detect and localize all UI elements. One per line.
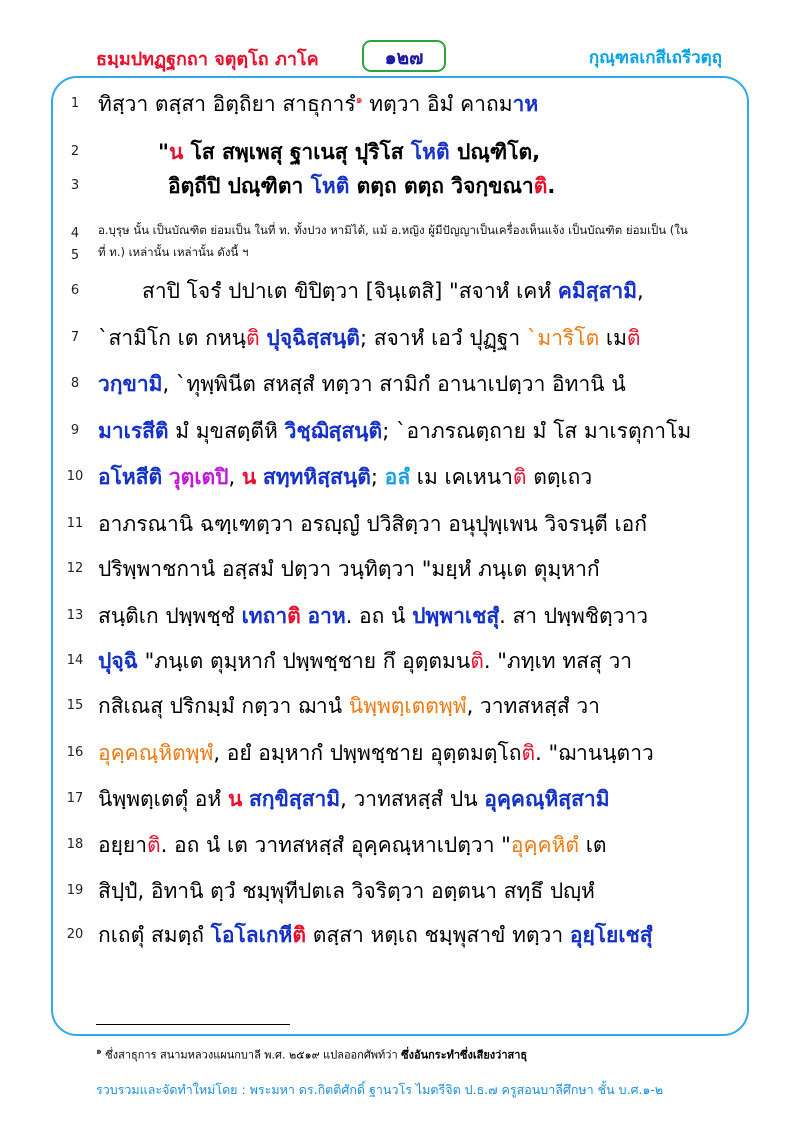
text-segment: น bbox=[227, 787, 243, 811]
text-segment: อาภรณานิ ฉฑฺเฑตฺวา อรญฺญํ ปวิสิตฺวา อนุปุพฺเพน วิจรนฺตี เอกํ bbox=[98, 512, 648, 536]
text-segment: ตสฺสา หตฺเถ ชมฺพุสาขํ ทตฺวา bbox=[306, 923, 570, 947]
pali-line bbox=[98, 88, 726, 121]
text-segment: โหติ bbox=[310, 174, 350, 198]
pali-line bbox=[98, 461, 726, 494]
pali-line bbox=[98, 275, 770, 308]
text-segment: เม เคเหนา bbox=[410, 465, 513, 489]
text-segment bbox=[256, 465, 263, 489]
text-segment: ทตฺวา อิมํ คาถม bbox=[362, 92, 513, 116]
text-segment: อุคฺคหิตํ bbox=[510, 833, 580, 857]
text-segment: . bbox=[547, 174, 556, 198]
text-segment: เทถา bbox=[241, 604, 288, 628]
text-segment: วิชฺฌิสฺสนฺติ bbox=[284, 419, 383, 443]
text-segment: , bbox=[228, 465, 242, 489]
line-number: 10 bbox=[66, 469, 84, 484]
text-segment bbox=[242, 787, 249, 811]
text-segment: ทิสฺวา ตสฺสา อิตฺถิยา สาธุการํ bbox=[98, 92, 356, 116]
text-segment: ; สจาหํ เอวํ ปุฏฺฐา bbox=[359, 326, 527, 350]
text-segment: ปริพฺพาชกานํ อสฺสมํ ปตฺวา วนฺทิตฺวา "มยฺหํ ภนฺเต ตุมฺหากํ bbox=[98, 557, 600, 581]
book-title: ธมฺมปทฏฺฐกถา จตุตฺโถ ภาโค bbox=[96, 49, 319, 70]
text-segment: วกฺขามิ bbox=[98, 372, 163, 396]
story-title: กุณฺฑลเกสีเถรีวตฺถุ bbox=[588, 48, 722, 68]
text-segment: สทฺทหิสฺสนฺติ bbox=[262, 465, 371, 489]
text-segment: . "ภทฺเท ทสสุ วา bbox=[483, 649, 633, 673]
text-segment: เม bbox=[599, 326, 627, 350]
text-segment: ติ bbox=[470, 649, 484, 673]
text-segment bbox=[162, 465, 169, 489]
text-segment: มาเรสีติ bbox=[98, 419, 169, 443]
text-segment: ปุจฺฉิสฺสนฺติ bbox=[266, 326, 360, 350]
pali-line bbox=[98, 829, 726, 862]
translation-line: อ.บุรุษ นั้น เป็นบัณฑิต ย่อมเป็น ในที่ ท. ทั้งปวง หามิได้, แม้ อ.หญิง ผู้มีปัญญาเป็นเครื่องเห็นแจ้ง เป็นบัณฑิต ย่อมเป็น (ใน bbox=[98, 223, 688, 237]
text-segment: อลํ bbox=[384, 465, 411, 489]
pali-line bbox=[98, 553, 726, 586]
text-segment: โหติ bbox=[410, 140, 450, 164]
text-segment: ติ bbox=[292, 923, 307, 947]
text-segment: อโหสีติ bbox=[98, 465, 163, 489]
text-segment: นิพฺพตฺเตตุํ อหํ bbox=[98, 787, 228, 811]
pali-line bbox=[98, 600, 726, 633]
text-segment: . อถ นํ เต วาทสหสฺสํ อุคฺคณฺหาเปตฺวา " bbox=[160, 833, 511, 857]
text-segment: . "ฌานนฺตาว bbox=[535, 741, 654, 765]
text-segment: กเถตุํ สมตฺถํ bbox=[98, 923, 211, 947]
text-segment: . สา ปพฺพชิตฺวาว bbox=[499, 604, 649, 628]
line-number: 9 bbox=[70, 423, 80, 438]
text-segment: เต bbox=[579, 833, 607, 857]
pali-line bbox=[98, 875, 726, 908]
text-segment: โส สพฺเพสุ ฐาเนสุ ปุริโส bbox=[183, 140, 411, 164]
text-segment: ตตฺถ ตตฺถ วิจกฺขณา bbox=[349, 174, 534, 198]
pali-line bbox=[98, 783, 726, 816]
text-segment: , อยํ อมฺหากํ ปพฺพชฺชาย อุตฺตมตฺโถ bbox=[213, 741, 522, 765]
text-segment: ติ bbox=[626, 326, 641, 350]
pali-line bbox=[98, 170, 796, 203]
line-number: 12 bbox=[66, 561, 84, 576]
pali-line bbox=[98, 645, 726, 678]
line-number: 2 bbox=[70, 144, 80, 159]
pali-line bbox=[98, 136, 786, 169]
footnote-rule bbox=[96, 1024, 290, 1025]
line-number: 18 bbox=[66, 837, 84, 852]
text-segment: " bbox=[158, 140, 169, 164]
pali-line bbox=[98, 737, 726, 770]
line-number: 8 bbox=[70, 376, 80, 391]
pali-line bbox=[98, 322, 726, 355]
text-segment: ติ bbox=[246, 326, 260, 350]
line-number: 19 bbox=[66, 883, 84, 898]
text-segment: ติ bbox=[287, 604, 301, 628]
footer-credit: รวบรวมและจัดทำใหม่โดย : พระมหา ดร.กิตติศักดิ์ ฐานวโร ไมตรีจิต ป.ธ.๗ ครูสอนบาลีศึกษา ชั้น บ.ศ.๑-๒ bbox=[96, 1082, 664, 1097]
text-segment: อุยฺโยเชสุํ bbox=[569, 923, 653, 947]
text-segment: น bbox=[168, 140, 184, 164]
line-number: 16 bbox=[66, 745, 84, 760]
text-segment: , วาทสหสฺสํ วา bbox=[466, 694, 600, 718]
text-segment: ติ bbox=[512, 465, 527, 489]
text-segment: มํ มุขสตฺตีหิ bbox=[168, 419, 285, 443]
footnote-marker: ๑ bbox=[96, 1046, 102, 1057]
text-segment: อุคฺคณฺหิสฺสามิ bbox=[484, 787, 610, 811]
line-number: 3 bbox=[70, 178, 80, 193]
text-segment: ปุจฺฉิ bbox=[98, 649, 138, 673]
text-segment: , bbox=[637, 279, 644, 303]
text-segment: สนฺติเก ปพฺพชฺชํ bbox=[98, 604, 242, 628]
pali-line bbox=[98, 368, 726, 401]
pali-line bbox=[98, 919, 726, 952]
text-segment: อุคฺคณฺหิตพฺพํ bbox=[98, 741, 214, 765]
text-segment: อยฺยา bbox=[98, 833, 148, 857]
line-number: 5 bbox=[70, 248, 80, 263]
footnote-ref: ๑ bbox=[355, 93, 363, 106]
text-segment: `มาริโต bbox=[526, 326, 600, 350]
text-segment: กสิเณสุ ปริกมฺมํ กตฺวา ฌานํ bbox=[98, 694, 349, 718]
text-segment: าห bbox=[512, 92, 539, 116]
text-segment: , วาทสหสฺสํ ปน bbox=[340, 787, 485, 811]
page-number: ๑๒๗ bbox=[362, 40, 446, 72]
line-number: 20 bbox=[66, 927, 84, 942]
translation-line: ที่ ท.) เหล่านั้น เหล่านั้น ดังนี้ ฯ bbox=[98, 245, 249, 259]
line-number: 7 bbox=[70, 330, 80, 345]
text-segment: คมิสฺสามิ bbox=[557, 279, 638, 303]
line-number: 17 bbox=[66, 791, 84, 806]
line-number: 6 bbox=[70, 283, 80, 298]
pali-line bbox=[98, 415, 726, 448]
text-segment: โอโลเกหี bbox=[210, 923, 293, 947]
text-segment: นิพฺพตฺเตตพฺพํ bbox=[348, 694, 467, 718]
line-number: 14 bbox=[66, 653, 84, 668]
text-segment: สิปฺปํ, อิทานิ ตฺวํ ชมฺพุทีปตเล วิจริตฺวา อตฺตนา สทฺธึ ปญฺหํ bbox=[98, 879, 595, 903]
line-number: 4 bbox=[70, 226, 80, 241]
text-segment: "ภนฺเต ตุมฺหากํ ปพฺพชฺชาย กึ อุตฺตมน bbox=[137, 649, 471, 673]
text-segment: `สามิโก เต กหนฺ bbox=[98, 326, 247, 350]
text-segment: ตตฺเถว bbox=[526, 465, 593, 489]
footnote-bold-text: ซึ่งอันกระทำซึ่งเสียงว่าสาธุ bbox=[401, 1048, 528, 1062]
text-segment: สกฺขิสฺสามิ bbox=[248, 787, 341, 811]
pali-line bbox=[98, 690, 726, 723]
text-segment: . อถ นํ bbox=[345, 604, 413, 628]
pali-line bbox=[98, 508, 726, 541]
text-segment: วุตฺเตปิ bbox=[168, 465, 229, 489]
text-segment: น bbox=[241, 465, 257, 489]
text-segment: ปณฺฑิโต, bbox=[449, 140, 541, 164]
text-segment: ติ bbox=[533, 174, 548, 198]
text-segment: , `ทุพฺพินีต สหสฺสํ ทตฺวา สามิกํ อานาเปตฺวา อิทานิ นํ bbox=[162, 372, 626, 396]
line-number: 13 bbox=[66, 608, 84, 623]
line-number: 15 bbox=[66, 698, 84, 713]
footnote-text: ซึ่งสาธุการ สนามหลวงแผนกบาลี พ.ศ. ๒๕๑๙ แปลออกศัพท์ว่า bbox=[101, 1048, 402, 1062]
footnote bbox=[96, 1044, 527, 1064]
text-segment: ปพฺพาเชสุํ bbox=[412, 604, 500, 628]
text-segment: อิตฺถีปิ ปณฺฑิตา bbox=[168, 174, 311, 198]
text-segment: ติ bbox=[147, 833, 161, 857]
line-number: 11 bbox=[66, 516, 84, 531]
text-segment: ติ bbox=[521, 741, 536, 765]
line-number: 1 bbox=[70, 96, 80, 111]
text-segment: อาห bbox=[307, 604, 346, 628]
text-segment: สาปิ โจรํ ปปาเต ขิปิตฺวา [จินฺเตสิ] "สจาหํ เคหํ bbox=[142, 279, 558, 303]
text-segment: ; bbox=[370, 465, 385, 489]
text-segment: ; `อาภรณตฺถาย มํ โส มาเรตุกาโม bbox=[382, 419, 692, 443]
